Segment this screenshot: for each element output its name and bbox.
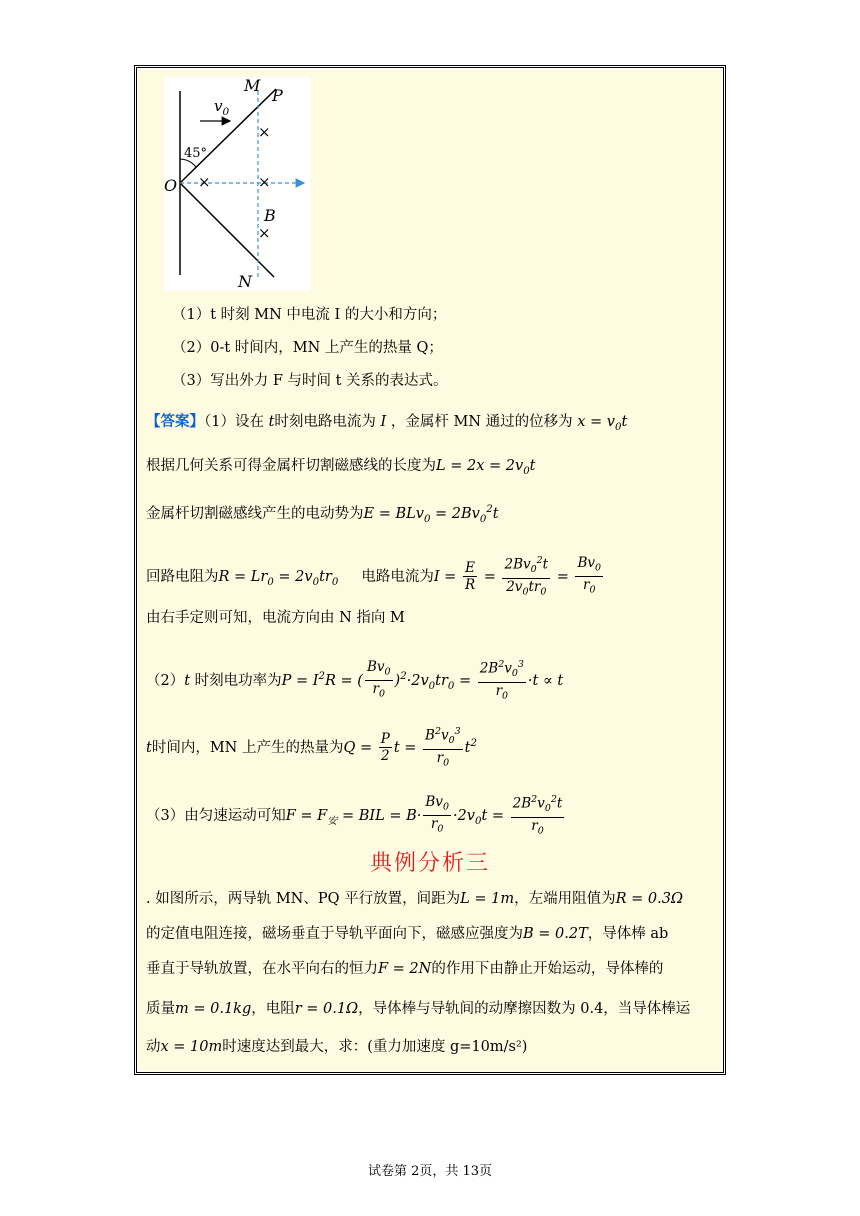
question-3: （3）写出外力 F 与时间 t 关系的表达式。 bbox=[172, 373, 448, 389]
problem-line-2: 的定值电阻连接，磁场垂直于导轨平面向下，磁感应强度为B = 0.2T，导体棒 ab bbox=[146, 926, 669, 942]
rail-diagram bbox=[164, 77, 310, 291]
label-O: O bbox=[164, 176, 178, 195]
problem-line-4: 质量m = 0.1kg，电阻r = 0.1Ω，导体棒与导轨间的动摩擦因数为 0.4，当导体棒运 bbox=[146, 1001, 691, 1017]
answer-line-7: t时间内，MN 上产生的热量为Q = $\frac{P}{2}$ t = $\frac{B^2v_0^3}{r_0}$ $t^2$ bbox=[146, 726, 477, 769]
question-2: （2）0-t 时间内，MN 上产生的热量 Q； bbox=[172, 340, 443, 356]
label-M: M bbox=[244, 76, 261, 95]
label-B: B bbox=[264, 206, 276, 225]
page-footer: 试卷第 2页，共 13页 bbox=[367, 1164, 493, 1179]
label-v0: $v_0$ bbox=[214, 97, 230, 118]
physics-figure bbox=[164, 77, 310, 291]
cross-mark: × bbox=[198, 173, 211, 191]
problem-line-5: 动x = 10m时速度达到最大，求：(重力加速度 g=10m/s²) bbox=[146, 1039, 528, 1055]
question-1: （1）t 时刻 MN 中电流 I 的大小和方向； bbox=[172, 307, 447, 323]
cross-mark: × bbox=[258, 173, 271, 191]
section-title: 典例分析三 bbox=[369, 851, 490, 876]
answer-line-4: 回路电阻为$R = Lr_0 = 2v_0tr_0$ 电路电流为I = $\frac{E}{R}$ = $\frac{2Bv_0^2t}{2v_0tr_0}$ = $\frac{Bv_0}{r_0}$ bbox=[146, 554, 602, 598]
answer-line-3: 金属杆切割磁感线产生的电动势为$E = BLv_0 = 2Bv_0^2t$ bbox=[146, 504, 499, 525]
problem-line-1: . 如图所示，两导轨 MN、PQ 平行放置，间距为L = 1m，左端用阻值为R = 0.3Ω bbox=[146, 891, 683, 907]
answer-line-5: 由右手定则可知，电流方向由 N 指向 M bbox=[146, 610, 405, 626]
cross-mark: × bbox=[258, 123, 271, 141]
answer-tag: 【答案】 bbox=[146, 413, 204, 430]
answer-line-6: （2）t 时刻电功率为$P = I^2R$ = ( $\frac{Bv_0}{r_0}$ )$^2\cdot 2v_0tr_0$ = $\frac{2B^2v_0^3}{r_0}$ ·t ∝ t bbox=[146, 658, 564, 702]
problem-line-3: 垂直于导轨放置，在水平向右的恒力F = 2N的作用下由静止开始运动，导体棒的 bbox=[146, 961, 664, 977]
answer-line-1: 【答案】（1）设在 t时刻电路电流为 I ，金属杆 MN 通过的位移为 $x = v_0t$ bbox=[146, 413, 628, 433]
label-P: P bbox=[272, 86, 283, 105]
answer-line-2: 根据几何关系可得金属杆切割磁感线的长度为$L = 2x = 2v_0t$ bbox=[146, 458, 536, 477]
cross-mark: × bbox=[258, 224, 271, 242]
label-N: N bbox=[238, 272, 252, 291]
label-angle: 45° bbox=[184, 146, 208, 161]
answer-line-8: （3）由匀速运动可知$F = F_安$ = BIL = B· $\frac{Bv_0}{r_0}$ $\cdot 2v_0t$ = $\frac{2B^2v_0^2t}{r_0}$ bbox=[146, 793, 563, 837]
